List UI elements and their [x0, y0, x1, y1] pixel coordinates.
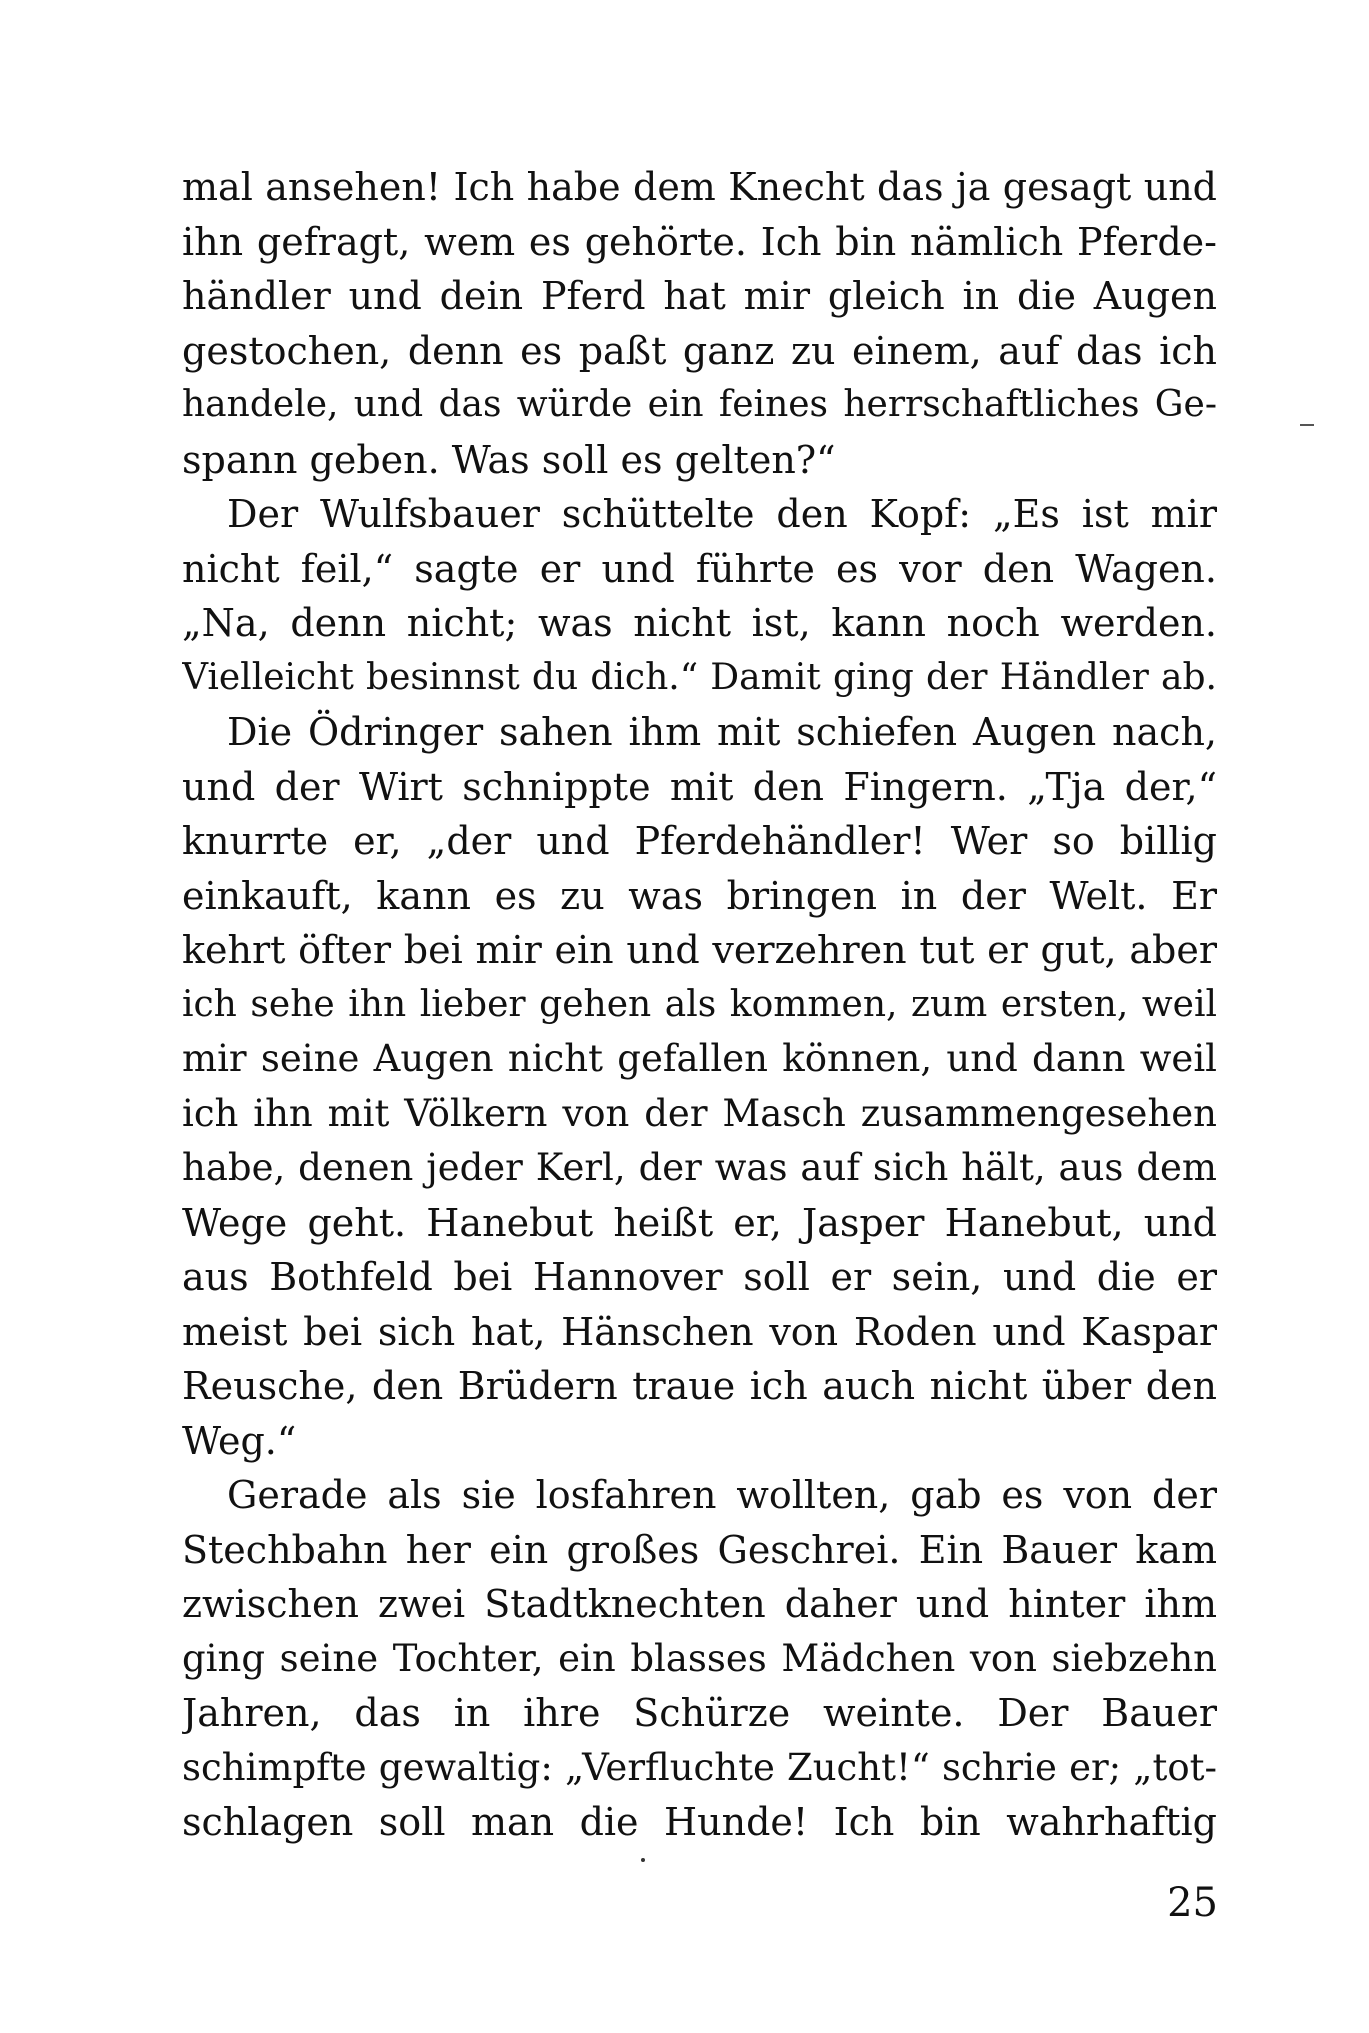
text-line: meist bei sich hat, Hänschen von Roden und Kaspar	[182, 1309, 1217, 1354]
text-line: spann geben. Was soll es gelten?“	[182, 437, 836, 482]
text-line: gestochen, denn es paßt ganz zu einem, auf das ich	[182, 328, 1217, 373]
text-line: Weg.“	[182, 1418, 297, 1463]
page-number: 25	[1167, 1880, 1218, 1926]
text-line: ich sehe ihn lieber gehen als kommen, zum ersten, weil	[182, 983, 1217, 1025]
text-line: und der Wirt schnippte mit den Fingern. „Tja der,“	[182, 764, 1217, 809]
body-text	[182, 160, 1217, 1850]
text-line: ich ihn mit Völkern von der Masch zusammengesehen	[182, 1091, 1217, 1135]
text-line: mir seine Augen nicht gefallen können, und dann weil	[182, 1037, 1217, 1080]
text-line: schimpfte gewaltig: „Verfluchte Zucht!“ schrie er; „tot-	[182, 1745, 1217, 1789]
text-line: Reusche, den Brüdern traue ich auch nicht über den	[182, 1364, 1217, 1408]
text-line: „Na, denn nicht; was nicht ist, kann noch werden.	[182, 601, 1217, 645]
text-line: ging seine Tochter, ein blasses Mädchen von siebzehn	[182, 1636, 1217, 1680]
text-line: einkauft, kann es zu was bringen in der Welt. Er	[182, 873, 1217, 918]
text-line: Wege geht. Hanebut heißt er, Jasper Hanebut, und	[182, 1200, 1217, 1245]
text-line: habe, denen jeder Kerl, der was auf sich hält, aus dem	[182, 1146, 1217, 1189]
text-line: Die Ödringer sahen ihm mit schiefen Augen nach,	[227, 710, 1217, 754]
text-line: Gerade als sie losfahren wollten, gab es von der	[227, 1473, 1217, 1517]
margin-mark	[1300, 424, 1314, 426]
text-line: Stechbahn her ein großes Geschrei. Ein Bauer kam	[182, 1527, 1217, 1572]
print-speck	[641, 1858, 645, 1862]
text-line: ihn gefragt, wem es gehörte. Ich bin nämlich Pferde-	[182, 219, 1217, 264]
text-line: zwischen zwei Stadtknechten daher und hinter ihm	[182, 1582, 1217, 1626]
text-line: handele, und das würde ein feines herrschaftliches Ge-	[182, 384, 1217, 425]
text-line: Jahren, das in ihre Schürze weinte. Der Bauer	[182, 1691, 1217, 1735]
text-line: Der Wulfsbauer schüttelte den Kopf: „Es ist mir	[227, 492, 1217, 536]
text-line: schlagen soll man die Hunde! Ich bin wahrhaftig	[182, 1800, 1217, 1844]
text-line: nicht feil,“ sagte er und führte es vor den Wagen.	[182, 546, 1217, 591]
text-line: händler und dein Pferd hat mir gleich in die Augen	[182, 274, 1217, 318]
text-line: knurrte er, „der und Pferdehändler! Wer so billig	[182, 819, 1217, 863]
text-line: mal ansehen! Ich habe dem Knecht das ja gesagt und	[182, 165, 1217, 209]
text-line: kehrt öfter bei mir ein und verzehren tut er gut, aber	[182, 928, 1217, 972]
text-line: aus Bothfeld bei Hannover soll er sein, und die er	[182, 1255, 1217, 1299]
text-line: Vielleicht besinnst du dich.“ Damit ging der Händler ab.	[182, 656, 1217, 698]
